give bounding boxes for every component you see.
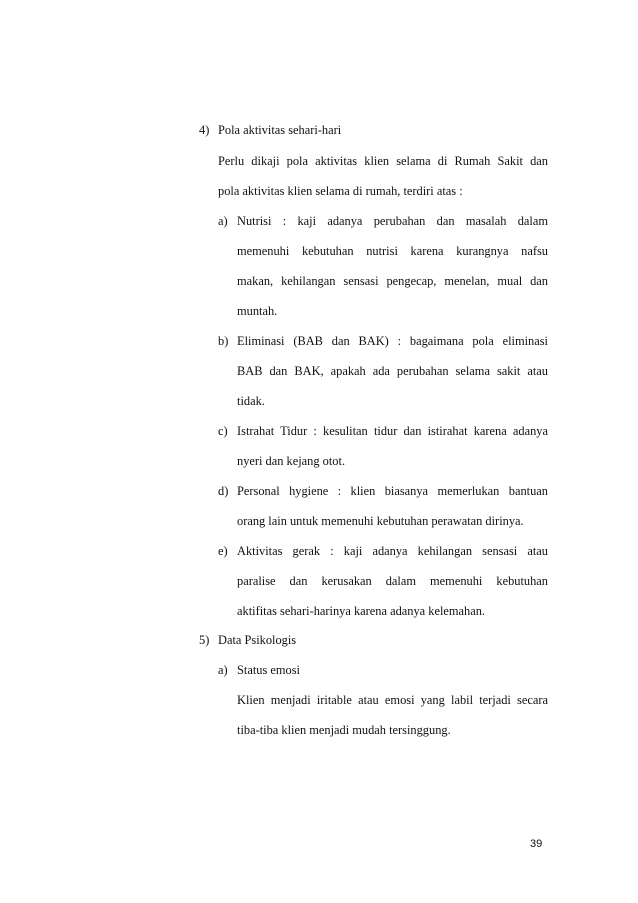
item-e-marker: e): [218, 544, 228, 558]
section-4-number: 4): [199, 123, 210, 137]
item-e-line-1: Aktivitas gerak : kaji adanya kehilangan sensasi atau: [237, 544, 548, 558]
item-a-line-3: makan, kehilangan sensasi pengecap, menelan, mual dan: [237, 274, 548, 288]
item-a-line-4: muntah.: [237, 304, 278, 318]
section-5-number: 5): [199, 633, 210, 647]
item-d-marker: d): [218, 484, 229, 498]
item-e-line-2: paralise dan kerusakan dalam memenuhi kebutuhan: [237, 574, 548, 588]
page-number: 39: [530, 838, 543, 850]
item-5a-marker: a): [218, 663, 228, 677]
item-c-line-2: nyeri dan kejang otot.: [237, 454, 346, 468]
section-4-intro-line-1: Perlu dikaji pola aktivitas klien selama di Rumah Sakit dan: [218, 154, 548, 168]
item-a-marker: a): [218, 214, 228, 228]
item-5a-line-2: tiba-tiba klien menjadi mudah tersinggung.: [237, 723, 451, 737]
section-4-intro-line-2: pola aktivitas klien selama di rumah, terdiri atas :: [218, 184, 463, 198]
section-4-title: Pola aktivitas sehari-hari: [218, 123, 342, 137]
item-b-line-2: BAB dan BAK, apakah ada perubahan selama sakit atau: [237, 364, 548, 378]
item-d-line-2: orang lain untuk memenuhi kebutuhan perawatan dirinya.: [237, 514, 524, 528]
item-c-line-1: Istrahat Tidur : kesulitan tidur dan istirahat karena adanya: [237, 424, 548, 438]
item-b-line-3: tidak.: [237, 394, 265, 408]
item-a-line-2: memenuhi kebutuhan nutrisi karena kurangnya nafsu: [237, 244, 548, 258]
item-d-line-1: Personal hygiene : klien biasanya memerlukan bantuan: [237, 484, 548, 498]
item-a-line-1: Nutrisi : kaji adanya perubahan dan masalah dalam: [237, 214, 548, 228]
item-5a-line-1: Klien menjadi iritable atau emosi yang labil terjadi secara: [237, 693, 548, 707]
section-5-title: Data Psikologis: [218, 633, 297, 647]
item-e-line-3: aktifitas sehari-harinya karena adanya kelemahan.: [237, 604, 486, 618]
item-5a-title: Status emosi: [237, 663, 300, 677]
item-b-line-1: Eliminasi (BAB dan BAK) : bagaimana pola eliminasi: [237, 334, 548, 348]
item-b-marker: b): [218, 334, 229, 348]
item-c-marker: c): [218, 424, 228, 438]
